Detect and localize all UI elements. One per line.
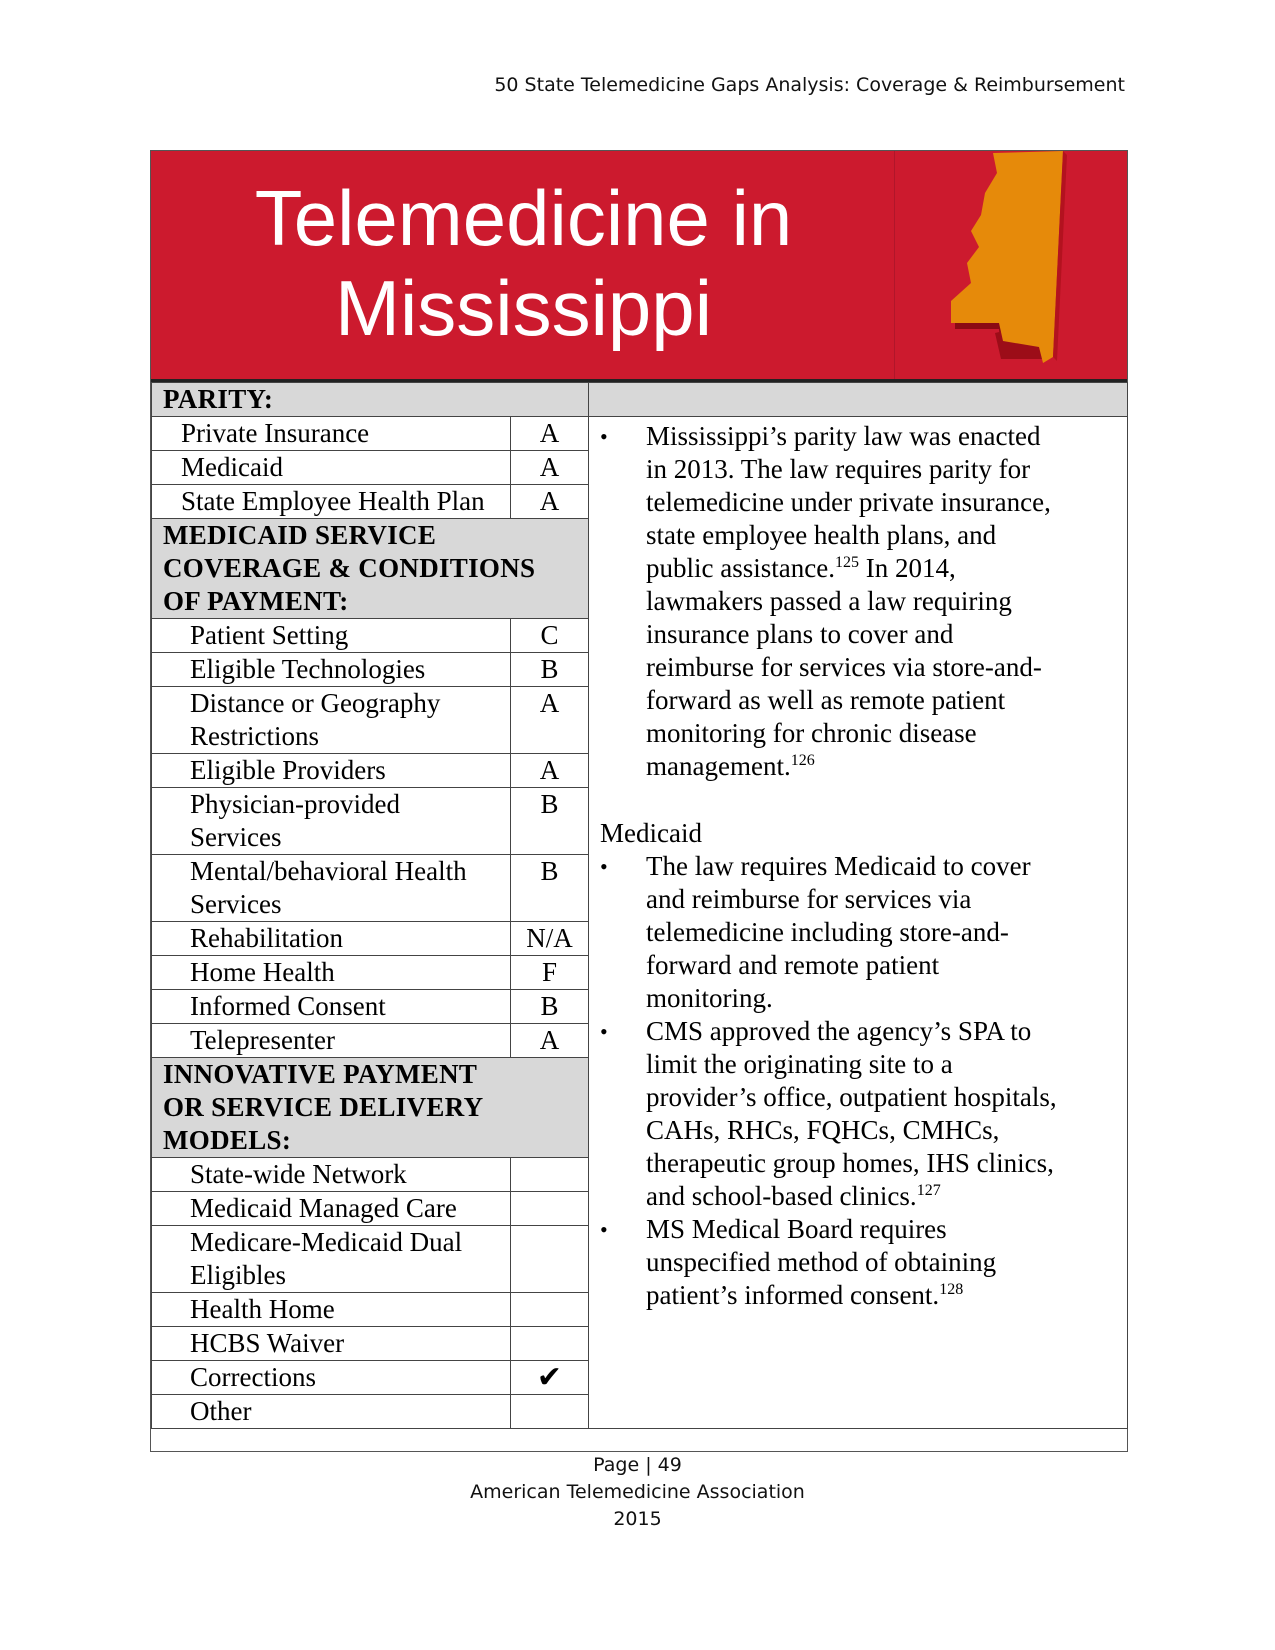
row-label-text: Eligible Providers	[190, 755, 386, 785]
footnote-ref: 126	[790, 752, 815, 769]
grade-value: C	[540, 620, 559, 650]
bullet-dot: •	[600, 1019, 608, 1044]
row-label-text: Eligibles	[190, 1260, 286, 1290]
row-label-text: Physician-provided	[190, 789, 400, 819]
grade-cell	[511, 754, 589, 788]
grade-value: B	[540, 654, 559, 684]
model-mark-cell	[511, 1395, 589, 1429]
row-label	[152, 417, 511, 451]
bullet-line: limit the originating site to a	[646, 1049, 953, 1079]
row-label-text: State Employee Health Plan	[181, 486, 485, 516]
grade-cell	[511, 855, 589, 922]
medicaid-heading: Medicaid	[600, 818, 702, 848]
grade-cell	[511, 417, 589, 451]
grade-value: N/A	[526, 923, 573, 953]
section-medicaid	[152, 519, 589, 619]
grade-cell	[511, 687, 589, 754]
bullet-line: telemedicine including store-and-	[646, 917, 1009, 947]
grade-value: B	[540, 991, 559, 1021]
grade-cell	[511, 451, 589, 485]
row-label	[152, 1327, 511, 1361]
footnote-ref: 125	[834, 554, 859, 571]
row-label	[152, 687, 511, 754]
row-label	[152, 1024, 511, 1058]
bullet-line: insurance plans to cover and	[646, 619, 954, 649]
bullet-line: telemedicine under private insurance,	[646, 487, 1051, 517]
title-banner	[151, 151, 1127, 382]
bullet-line: monitoring.	[646, 983, 773, 1013]
bullet-dot: •	[600, 1217, 608, 1242]
running-header: 50 State Telemedicine Gaps Analysis: Coverage & Reimbursement	[494, 74, 1125, 96]
row-label-text: Distance or Geography	[190, 688, 441, 718]
model-mark-cell	[511, 1293, 589, 1327]
row-label-text: HCBS Waiver	[190, 1328, 345, 1358]
grade-value: B	[540, 856, 559, 886]
grades-table	[151, 382, 1128, 1429]
row-label-text: Services	[190, 822, 282, 852]
footnote-ref: 127	[916, 1182, 941, 1199]
row-label	[152, 1226, 511, 1293]
bullet-line: CAHs, RHCs, FQHCs, CMHCs,	[646, 1115, 1000, 1145]
grade-value: B	[540, 789, 559, 819]
table-row	[152, 417, 1128, 451]
footer	[0, 1452, 1275, 1533]
row-label-text: Mental/behavioral Health	[190, 856, 467, 886]
grade-cell	[511, 788, 589, 855]
bullet-line: reimburse for services via store-and-	[646, 652, 1042, 682]
row-label-text: Corrections	[190, 1362, 316, 1392]
parity-header-row	[152, 383, 1128, 417]
grade-cell	[511, 619, 589, 653]
narrative-cell	[589, 417, 1128, 1429]
bullet-line: provider’s office, outpatient hospitals,	[646, 1082, 1057, 1112]
bullet-line: forward and remote patient	[646, 950, 940, 980]
bullet-line: state employee health plans, and	[646, 520, 997, 550]
row-label-text: Patient Setting	[190, 620, 349, 650]
section-parity	[152, 383, 589, 417]
bullet-line: MS Medical Board requires	[646, 1214, 947, 1244]
row-label-text: Telepresenter	[190, 1025, 336, 1055]
title-line-2: Mississippi	[334, 264, 713, 352]
bullet-line: in 2013. The law requires parity for	[646, 454, 1031, 484]
grade-cell	[511, 1024, 589, 1058]
bullet-line: and reimburse for services via	[646, 884, 972, 914]
bullet-medicaid	[600, 1015, 1121, 1213]
row-label	[152, 485, 511, 519]
grade-value: A	[539, 755, 560, 785]
bullet-line: monitoring for chronic disease	[646, 718, 977, 748]
grade-value: A	[539, 486, 560, 516]
mississippi-map-icon	[941, 151, 1081, 376]
row-label	[152, 1293, 511, 1327]
row-label	[152, 956, 511, 990]
section-heading: COVERAGE & CONDITIONS	[163, 553, 536, 583]
grade-value: A	[539, 1025, 560, 1055]
bullet-line: forward as well as remote patient	[646, 685, 1006, 715]
row-label	[152, 788, 511, 855]
row-label-text: State-wide Network	[190, 1159, 407, 1189]
bullet-line: The law requires Medicaid to cover	[646, 851, 1031, 881]
grade-cell	[511, 653, 589, 687]
section-heading: MODELS:	[163, 1125, 292, 1155]
banner-divider	[894, 151, 895, 379]
section-heading: PARITY:	[163, 384, 274, 414]
narrative-header	[589, 383, 1128, 417]
model-mark-cell	[511, 1361, 589, 1395]
bullet-medicaid	[600, 850, 1121, 1015]
section-heading: OR SERVICE DELIVERY	[163, 1092, 484, 1122]
bullet-dot: •	[600, 424, 608, 449]
bullet-line: patient’s informed consent.	[646, 1280, 940, 1310]
section-heading: INNOVATIVE PAYMENT	[163, 1059, 478, 1089]
row-label-text: Rehabilitation	[190, 923, 343, 953]
grade-value: A	[539, 688, 560, 718]
grade-value: A	[539, 418, 560, 448]
row-label-text: Eligible Technologies	[190, 654, 426, 684]
checkmark-icon: ✔	[536, 1361, 563, 1394]
row-label	[152, 1158, 511, 1192]
model-mark-cell	[511, 1226, 589, 1293]
row-label-text: Medicare-Medicaid Dual	[190, 1227, 463, 1257]
row-label	[152, 990, 511, 1024]
row-label-text: Home Health	[190, 957, 335, 987]
grade-cell	[511, 956, 589, 990]
bullet-line: and school-based clinics.	[646, 1181, 917, 1211]
section-heading: MEDICAID SERVICE	[163, 520, 437, 550]
row-label-text: Health Home	[190, 1294, 335, 1324]
bullet-line: In 2014,	[858, 553, 956, 583]
row-label-text: Other	[190, 1396, 252, 1426]
bullet-line: public assistance.	[646, 553, 835, 583]
bullet-line: CMS approved the agency’s SPA to	[646, 1016, 1032, 1046]
section-models	[152, 1058, 589, 1158]
row-label	[152, 1361, 511, 1395]
grade-value: F	[541, 957, 558, 987]
row-label	[152, 922, 511, 956]
bullet-line: unspecified method of obtaining	[646, 1247, 997, 1277]
footer-org: American Telemedicine Association	[470, 1481, 805, 1503]
row-label-text: Medicaid	[181, 452, 283, 482]
row-label	[152, 754, 511, 788]
model-mark-cell	[511, 1327, 589, 1361]
grade-value: A	[539, 452, 560, 482]
bullet-parity	[600, 420, 1121, 783]
row-label	[152, 1192, 511, 1226]
bullet-line: Mississippi’s parity law was enacted	[646, 421, 1041, 451]
bullet-line: therapeutic group homes, IHS clinics,	[646, 1148, 1054, 1178]
row-label	[152, 855, 511, 922]
section-heading: OF PAYMENT:	[163, 586, 349, 616]
grade-cell	[511, 990, 589, 1024]
grade-cell	[511, 485, 589, 519]
row-label-text: Medicaid Managed Care	[190, 1193, 457, 1223]
row-label	[152, 1395, 511, 1429]
page-title	[151, 173, 896, 353]
footer-year: 2015	[613, 1508, 662, 1530]
row-label-text: Private Insurance	[181, 418, 370, 448]
model-mark-cell	[511, 1192, 589, 1226]
page-number: Page | 49	[593, 1454, 682, 1476]
bullet-medicaid	[600, 1213, 1121, 1312]
row-label-text: Services	[190, 889, 282, 919]
grade-cell	[511, 922, 589, 956]
row-label-text: Informed Consent	[190, 991, 386, 1021]
row-label-text: Restrictions	[190, 721, 319, 751]
row-label	[152, 619, 511, 653]
bullet-dot: •	[600, 854, 608, 879]
title-line-1: Telemedicine in	[254, 174, 793, 262]
model-mark-cell	[511, 1158, 589, 1192]
row-label	[152, 653, 511, 687]
state-report-card	[150, 150, 1128, 1452]
row-label	[152, 451, 511, 485]
bullet-line: lawmakers passed a law requiring	[646, 586, 1012, 616]
footnote-ref: 128	[939, 1281, 964, 1298]
bullet-line: management.	[646, 751, 791, 781]
